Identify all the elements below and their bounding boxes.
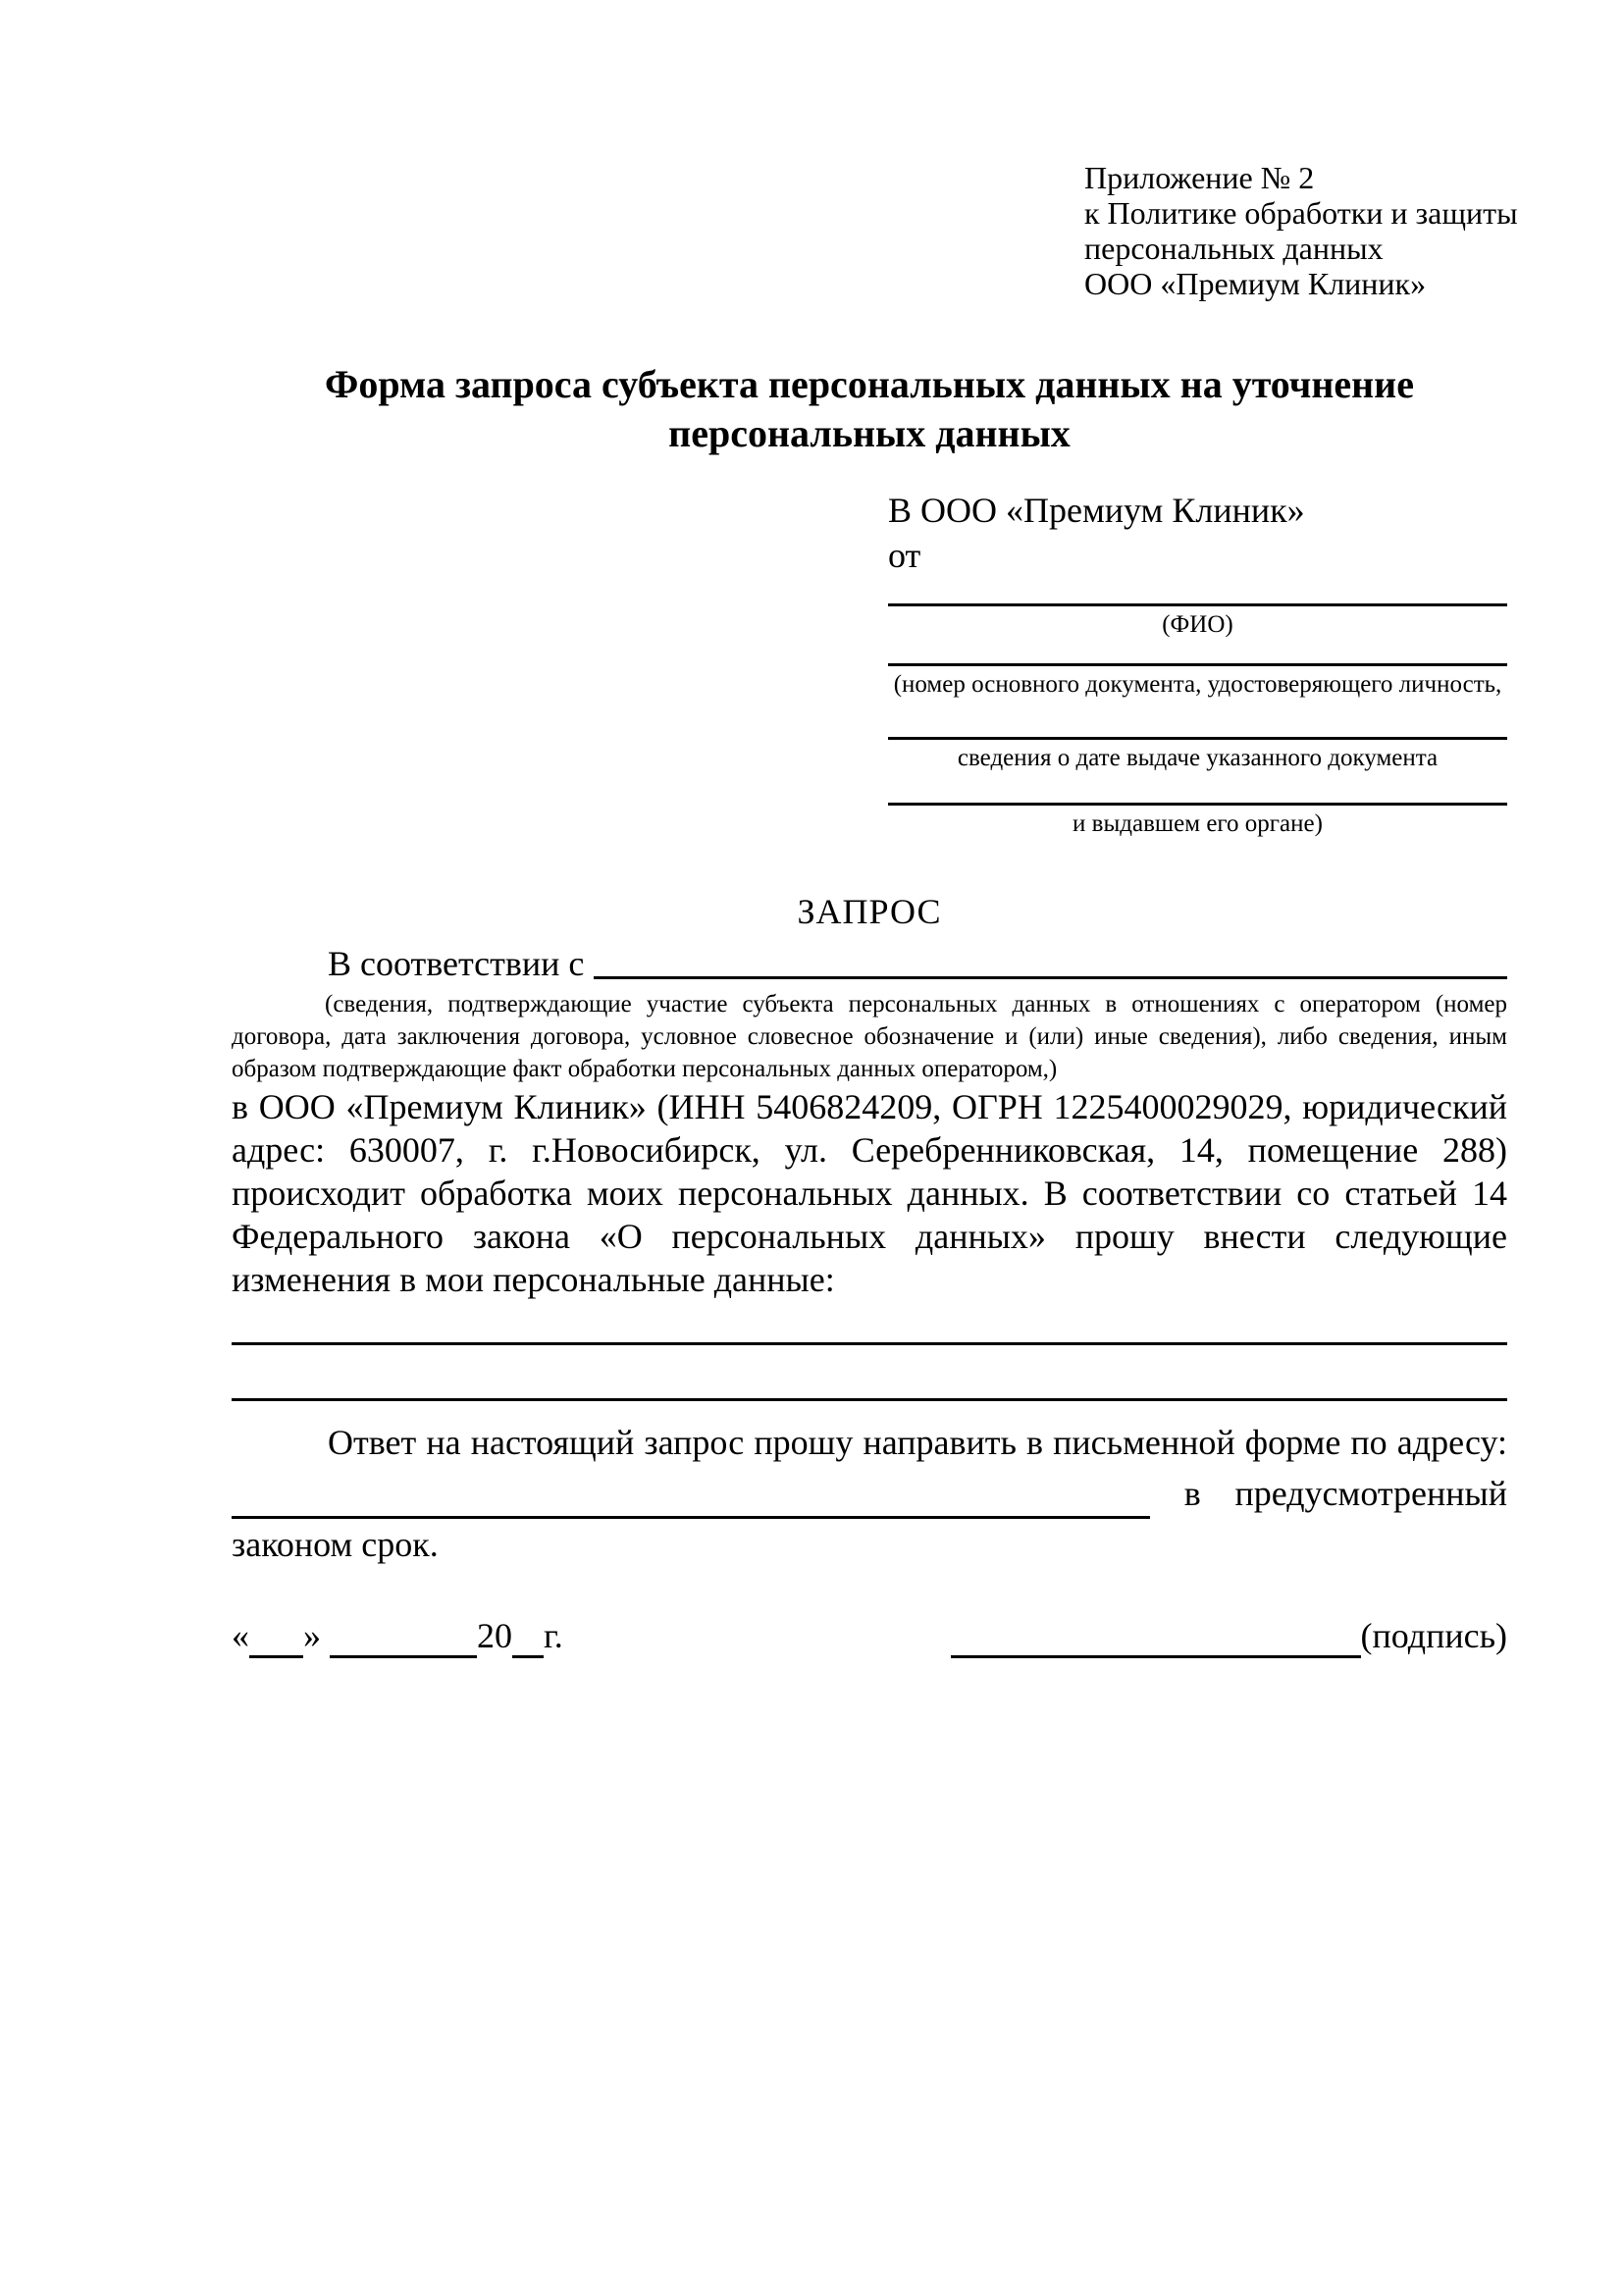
reply-address-row bbox=[232, 1468, 1507, 1519]
date-month-line bbox=[330, 1622, 477, 1658]
changes-input-line bbox=[232, 1345, 1507, 1401]
doc-date-row bbox=[888, 737, 1507, 773]
document-title-line: персональных данных bbox=[668, 411, 1071, 455]
doc-date-caption: сведения о дате выдаче указанного документа bbox=[957, 745, 1439, 771]
appendix-header-line: к Политике обработки и защиты bbox=[1084, 195, 1518, 231]
fio-caption: (ФИО) bbox=[1162, 611, 1233, 638]
signature-caption: (подпись) bbox=[1360, 1616, 1507, 1655]
date-quote-open: « bbox=[232, 1616, 249, 1655]
document-title bbox=[232, 360, 1507, 458]
basis-input-line bbox=[594, 941, 1507, 979]
reply-tail-word: предусмотренный bbox=[1234, 1474, 1507, 1513]
date-year-suffix: г. bbox=[544, 1616, 563, 1655]
doc-number-input-line bbox=[888, 663, 1507, 666]
date-day-line bbox=[249, 1622, 303, 1658]
request-heading: ЗАПРОС bbox=[797, 892, 942, 931]
signoff-row bbox=[232, 1613, 1507, 1658]
date-year-line bbox=[512, 1622, 544, 1658]
date-field bbox=[232, 1613, 563, 1658]
doc-number-row bbox=[888, 663, 1507, 700]
appendix-header-line: Приложение № 2 bbox=[1084, 160, 1315, 195]
reply-address-sentence: Ответ на настоящий запрос прошу направить в письменной форме по адресу: bbox=[328, 1423, 1507, 1462]
reply-end: законом срок. bbox=[232, 1525, 439, 1564]
fio-input-line bbox=[888, 603, 1507, 606]
request-body: в ООО «Премиум Клиник» (ИНН 5406824209, ОГРН 1225400029029, юридический адрес: 630007, г. г.Новосибирск, ул. Серебренниковская, 14, помещение 288) происходит обработка моих персональных данных. В соответствии со статьей 14 Федерального закона «О персональных данных» прошу внести следующие изменения в мои персональные данные: bbox=[232, 1087, 1507, 1299]
doc-number-caption: (номер основного документа, удостоверяющего личность, bbox=[893, 671, 1502, 698]
appendix-header bbox=[1084, 160, 1518, 301]
fio-row bbox=[888, 603, 1507, 640]
doc-issuer-caption: и выдавшем его органе) bbox=[1073, 810, 1323, 837]
basis-line bbox=[232, 941, 1507, 986]
doc-date-input-line bbox=[888, 737, 1507, 740]
reply-address-input-line bbox=[232, 1473, 1150, 1519]
changes-input-line bbox=[232, 1301, 1507, 1345]
document-title-line: Форма запроса субъекта персональных данных на уточнение bbox=[325, 362, 1414, 406]
signature-field bbox=[951, 1613, 1507, 1658]
signature-line bbox=[951, 1622, 1361, 1658]
appendix-header-line: персональных данных bbox=[1084, 231, 1384, 266]
appendix-header-line: ООО «Премиум Клиник» bbox=[1084, 266, 1427, 301]
addressee-from-label: от bbox=[888, 536, 921, 575]
reply-tail-word: в bbox=[1183, 1474, 1201, 1513]
date-year-prefix: 20 bbox=[477, 1616, 512, 1655]
doc-issuer-input-line bbox=[888, 803, 1507, 806]
footnote: (сведения, подтверждающие участие субъекта персональных данных в отношениях с оператором (номер договора, дата заключения договора, условное словесное обозначение и (или) иные сведения), либо сведения, иным образом подтверждающие факт обработки персональных данных оператором,) bbox=[232, 991, 1507, 1082]
doc-issuer-row bbox=[888, 803, 1507, 839]
addressee-block bbox=[888, 488, 1507, 839]
addressee-to: В ООО «Премиум Клиник» bbox=[888, 491, 1305, 530]
basis-prefix: В соответствии с bbox=[328, 944, 585, 983]
date-quote-close: » bbox=[303, 1616, 321, 1655]
